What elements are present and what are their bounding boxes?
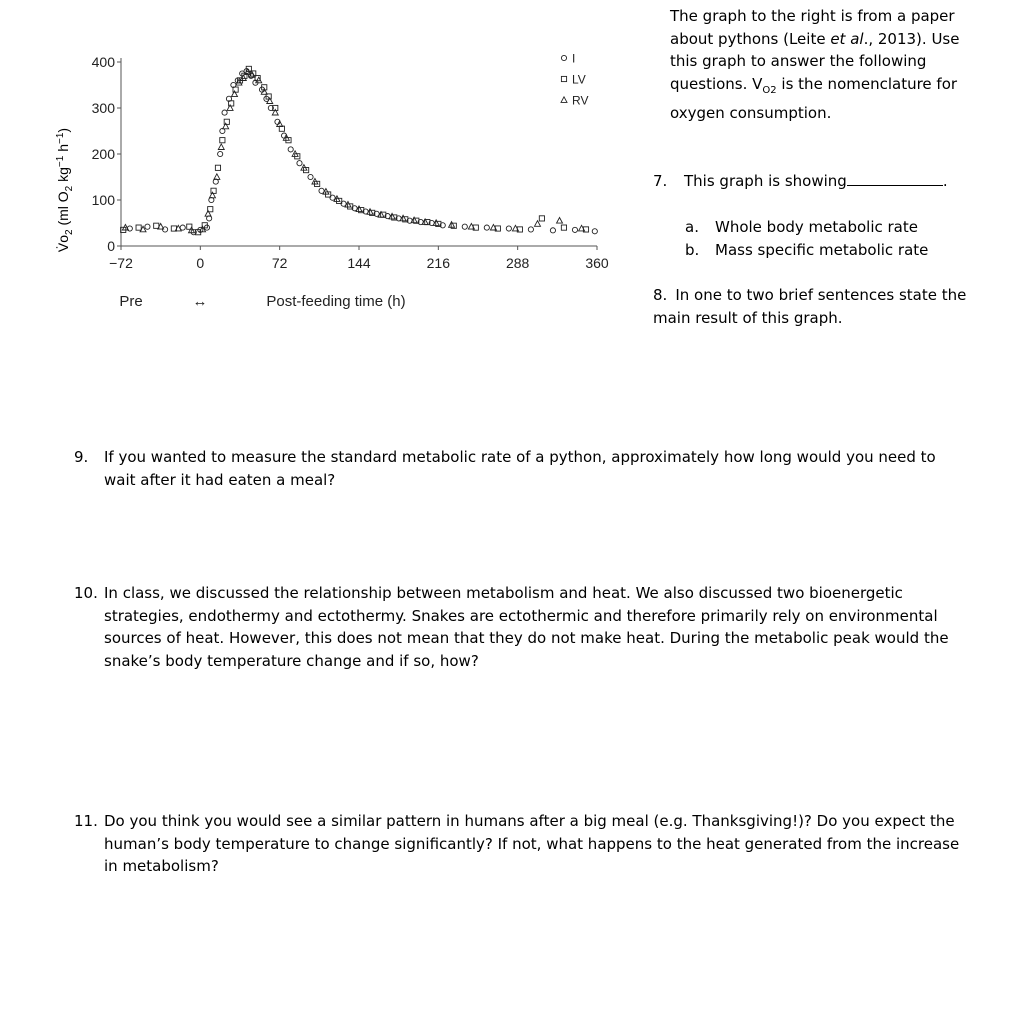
intro-italic: et al [830, 29, 864, 48]
data-point [528, 227, 533, 232]
x-ticks [109, 246, 609, 271]
oxygen-consumption-chart [40, 40, 630, 320]
intro-paragraph [670, 5, 990, 125]
legend-label: RV [572, 93, 589, 108]
data-point [136, 225, 141, 230]
pre-label: Pre [119, 293, 143, 310]
intro-text-3: is the nomenclature for oxygen consumption. [670, 74, 958, 123]
y-ticks [92, 54, 121, 254]
x-tick [585, 246, 609, 271]
data-point [535, 221, 541, 227]
data-point [308, 174, 313, 179]
question-10 [74, 582, 964, 672]
data-point [218, 144, 224, 150]
arrow-icon: ↔ [192, 293, 208, 310]
y-tick [107, 238, 121, 254]
x-axis-label: Post-feeding time (h) [266, 293, 406, 310]
question-end: . [942, 172, 948, 190]
y-tick-label: 0 [107, 238, 115, 254]
intro-subscript: O2 [762, 84, 777, 96]
y-tick-label: 200 [91, 146, 115, 162]
x-tick-label: 72 [271, 255, 288, 271]
data-point [288, 147, 293, 152]
y-tick-label: 300 [91, 100, 115, 116]
data-point [484, 225, 489, 230]
legend-item [561, 52, 575, 66]
data-point [462, 224, 467, 229]
data-point [220, 138, 225, 143]
question-text: This graph is showing [684, 172, 847, 190]
answer-blank[interactable] [847, 171, 943, 186]
data-point [297, 161, 302, 166]
question-number: 8. [653, 286, 668, 304]
option-letter: a. [685, 218, 699, 236]
legend-item [561, 94, 588, 108]
option-letter: b. [685, 240, 700, 259]
question-8 [653, 284, 983, 329]
data-points [121, 66, 598, 235]
x-tick-label: −72 [109, 255, 133, 271]
legend-label: I [572, 51, 576, 66]
y-axis-label [55, 128, 75, 252]
svg-text:V̇o2 (ml O2 kg−1 h−1): $V̇o_2$ (ml $O_2$ $kg^{-1}$ $h^{-1}$) [55, 127, 75, 253]
data-point [550, 228, 555, 233]
legend-label: LV [572, 72, 586, 87]
x-tick-label: 360 [585, 255, 609, 271]
question-number: 9. [74, 448, 89, 466]
y-tick [92, 146, 121, 162]
x-tick [506, 246, 530, 271]
y-tick [92, 192, 121, 208]
data-point [506, 226, 511, 231]
question-text: If you wanted to measure the standard metabolic rate of a python, approximately how long would you need to wait after it had eaten a meal? [104, 448, 936, 489]
x-tick-label: 0 [196, 255, 205, 271]
question-11 [74, 810, 964, 878]
option-text: Mass specific metabolic rate [715, 240, 929, 259]
data-point [218, 151, 223, 156]
data-point [214, 174, 220, 180]
question-7-options [685, 216, 928, 261]
y-tick-label: 400 [91, 54, 115, 70]
data-point [539, 216, 544, 221]
question-number: 10. [74, 584, 98, 602]
x-tick-label: 216 [426, 255, 451, 271]
x-tick-label: 288 [505, 255, 530, 271]
data-point [592, 229, 597, 234]
chart-axes [121, 58, 597, 246]
series-LV [121, 66, 589, 235]
option-a[interactable] [685, 216, 928, 239]
option-b[interactable] [685, 239, 928, 262]
legend-item [561, 73, 585, 87]
question-9 [74, 446, 964, 491]
y-tick [92, 100, 121, 116]
question-number: 7. [653, 172, 668, 190]
data-point [561, 225, 566, 230]
option-text: Whole body metabolic rate [715, 218, 918, 236]
legend-marker [561, 76, 566, 81]
series-RV [122, 69, 584, 233]
question-7 [653, 170, 983, 193]
y-tick-label: 100 [91, 192, 115, 208]
series-I [127, 69, 597, 235]
intro-text-1: The graph to the right is from a paper about pythons (Leite [670, 7, 955, 48]
question-number: 11. [74, 812, 98, 830]
legend-marker [561, 55, 566, 60]
data-point [557, 218, 563, 224]
x-tick-label: 144 [347, 255, 371, 271]
legend-marker [561, 97, 567, 103]
question-text: In one to two brief sentences state the main result of this graph. [653, 286, 967, 327]
data-point [215, 165, 220, 170]
x-tick [427, 246, 451, 271]
x-tick [347, 246, 371, 271]
y-tick [92, 54, 121, 70]
x-tick [196, 246, 204, 271]
data-point [145, 224, 150, 229]
data-point [572, 227, 577, 232]
question-text: Do you think you would see a similar pattern in humans after a big meal (e.g. Thanksgiving!)? Do you expect the human’s body temperature to change significantly? If not, what happens to the heat generated from the increase in metabolism? [104, 812, 960, 876]
question-text: In class, we discussed the relationship between metabolism and heat. We also discussed two bioenergetic strategies, endothermy and ectothermy. Snakes are ectothermic and therefore primarily rely on environmental sources of heat. However, this does not mean that they do not make heat. During the metabolic peak would the snake’s body temperature change and if so, how? [104, 584, 949, 670]
x-tick [272, 246, 288, 271]
chart-legend [561, 52, 588, 108]
intro-text-2: ., 2013). Use this graph to answer the following questions. V [670, 29, 960, 93]
